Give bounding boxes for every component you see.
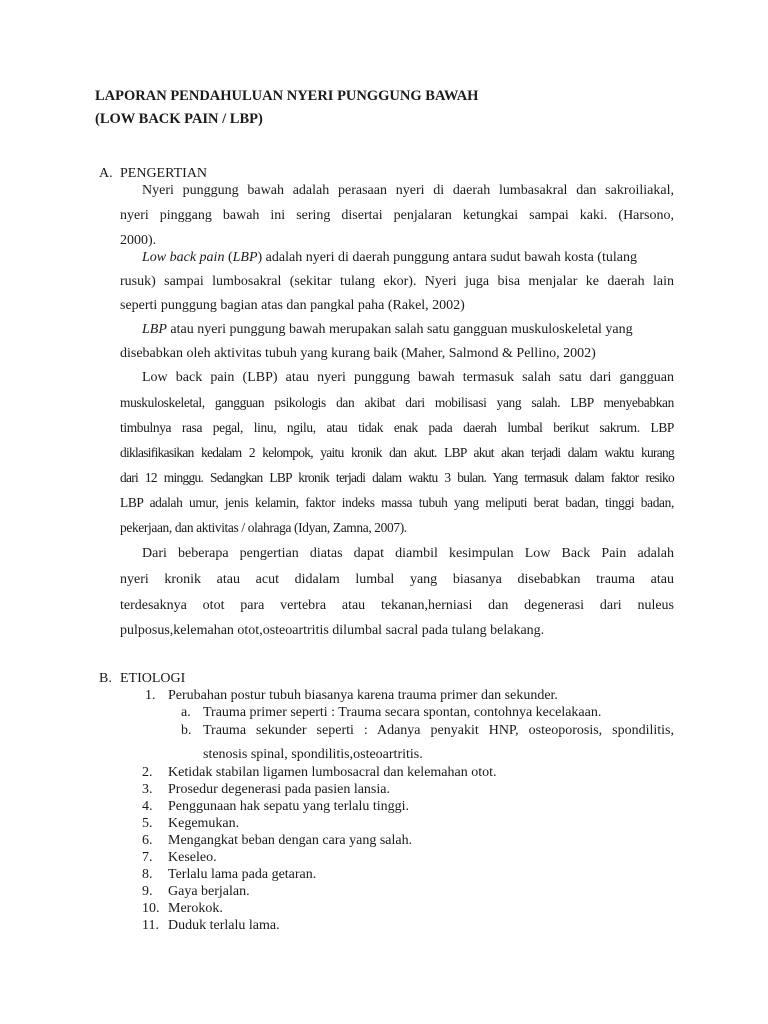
- list-number: 4.: [142, 799, 153, 814]
- text-run: ) adalah nyeri di daerah punggung antara sudut bawah kosta (tulang: [257, 250, 637, 265]
- paragraph-line: timbulnya rasa pegal, linu, ngilu, atau tidak enak pada daerah lumbal berikut sakrum. LBP: [120, 420, 674, 435]
- document-subtitle: (LOW BACK PAIN / LBP): [95, 111, 263, 127]
- paragraph-line: nyeri kronik atau acut didalam lumbal yang biasanya disebabkan trauma atau: [120, 572, 674, 587]
- sublist-text: Trauma primer seperti : Trauma secara spontan, contohnya kecelakaan.: [203, 705, 602, 720]
- paragraph-line: Nyeri punggung bawah adalah perasaan nyeri di daerah lumbasakral dan sakroiliakal,: [142, 183, 674, 198]
- list-item-text: Perubahan postur tubuh biasanya karena trauma primer dan sekunder.: [168, 688, 558, 703]
- paragraph-line: 2000).: [120, 233, 157, 248]
- list-number: 3.: [142, 782, 153, 797]
- paragraph-line: disebabkan oleh aktivitas tubuh yang kurang baik (Maher, Salmond & Pellino, 2002): [120, 346, 596, 361]
- list-item-text: Kegemukan.: [168, 816, 240, 831]
- italic-term: LBP: [142, 322, 167, 337]
- section-b-marker: B.: [99, 671, 112, 686]
- sublist-marker: b.: [181, 723, 192, 738]
- text-run: atau nyeri punggung bawah merupakan salah satu gangguan muskuloskeletal yang: [166, 322, 633, 337]
- list-item-text: Prosedur degenerasi pada pasien lansia.: [168, 782, 390, 797]
- list-number: 8.: [142, 867, 153, 882]
- list-number: 10.: [142, 901, 160, 916]
- list-item-text: Mengangkat beban dengan cara yang salah.: [168, 833, 413, 848]
- text-run: (: [224, 250, 233, 265]
- list-item-text: Merokok.: [168, 901, 223, 916]
- paragraph-line: pulposus,kelemahan otot,osteoartritis dilumbal sacral pada tulang belakang.: [120, 623, 545, 638]
- list-item-text: Keseleo.: [168, 850, 217, 865]
- list-number: 9.: [142, 884, 153, 899]
- sublist-marker: a.: [181, 705, 191, 720]
- paragraph-line: [142, 249, 674, 266]
- list-number: 6.: [142, 833, 153, 848]
- paragraph-line: Low back pain (LBP) atau nyeri punggung bawah termasuk salah satu dari gangguan: [142, 370, 674, 385]
- section-a-heading: PENGERTIAN: [120, 166, 208, 181]
- list-number: 1.: [145, 688, 156, 703]
- list-item-text: Duduk terlalu lama.: [168, 918, 280, 933]
- list-item-text: Ketidak stabilan ligamen lumbosacral dan kelemahan otot.: [168, 765, 497, 780]
- paragraph-line: [142, 321, 674, 338]
- list-item-text: Terlalu lama pada getaran.: [168, 867, 317, 882]
- list-item-text: Gaya berjalan.: [168, 884, 250, 899]
- list-number: 11.: [142, 918, 159, 933]
- document-title: LAPORAN PENDAHULUAN NYERI PUNGGUNG BAWAH: [95, 88, 479, 104]
- paragraph-line: LBP adalah umur, jenis kelamin, faktor indeks massa tubuh yang meliputi berat badan, tinggi badan,: [120, 495, 674, 510]
- paragraph-line: diklasifikasikan kedalam 2 kelompok, yaitu kronik dan akut. LBP akut akan terjadi dalam waktu kurang: [120, 445, 674, 460]
- sublist-text: Trauma sekunder seperti : Adanya penyakit HNP, osteoporosis, spondilitis,: [203, 723, 674, 738]
- list-item-text: Penggunaan hak sepatu yang terlalu tinggi.: [168, 799, 410, 814]
- paragraph-line: rusuk) sampai lumbosakral (sekitar tulang ekor). Nyeri juga bisa menjalar ke daerah lain: [120, 274, 674, 289]
- paragraph-line: nyeri pinggang bawah ini sering disertai penjalaran ketungkai sampai kaki. (Harsono,: [120, 208, 674, 223]
- italic-term: Low back pain: [142, 250, 225, 265]
- paragraph-line: terdesaknya otot para vertebra atau tekanan,herniasi dan degenerasi dari nuleus: [120, 598, 674, 613]
- paragraph-line: seperti punggung bagian atas dan pangkal paha (Rakel, 2002): [120, 298, 465, 313]
- section-a-marker: A.: [99, 166, 113, 181]
- sublist-text: stenosis spinal, spondilitis,osteoartritis.: [203, 747, 423, 762]
- paragraph-line: muskuloskeletal, gangguan psikologis dan akibat dari mobilisasi yang salah. LBP menyebabkan: [120, 395, 674, 410]
- list-number: 5.: [142, 816, 153, 831]
- paragraph-line: Dari beberapa pengertian diatas dapat diambil kesimpulan Low Back Pain adalah: [142, 546, 674, 561]
- list-number: 2.: [142, 765, 153, 780]
- paragraph-line: pekerjaan, dan aktivitas / olahraga (Idyan, Zamna, 2007).: [120, 520, 407, 535]
- paragraph-line: dari 12 minggu. Sedangkan LBP kronik terjadi dalam waktu 3 bulan. Yang termasuk dalam faktor resiko: [120, 470, 674, 485]
- italic-term: LBP: [232, 250, 258, 265]
- section-b-heading: ETIOLOGI: [120, 671, 186, 686]
- list-number: 7.: [142, 850, 153, 865]
